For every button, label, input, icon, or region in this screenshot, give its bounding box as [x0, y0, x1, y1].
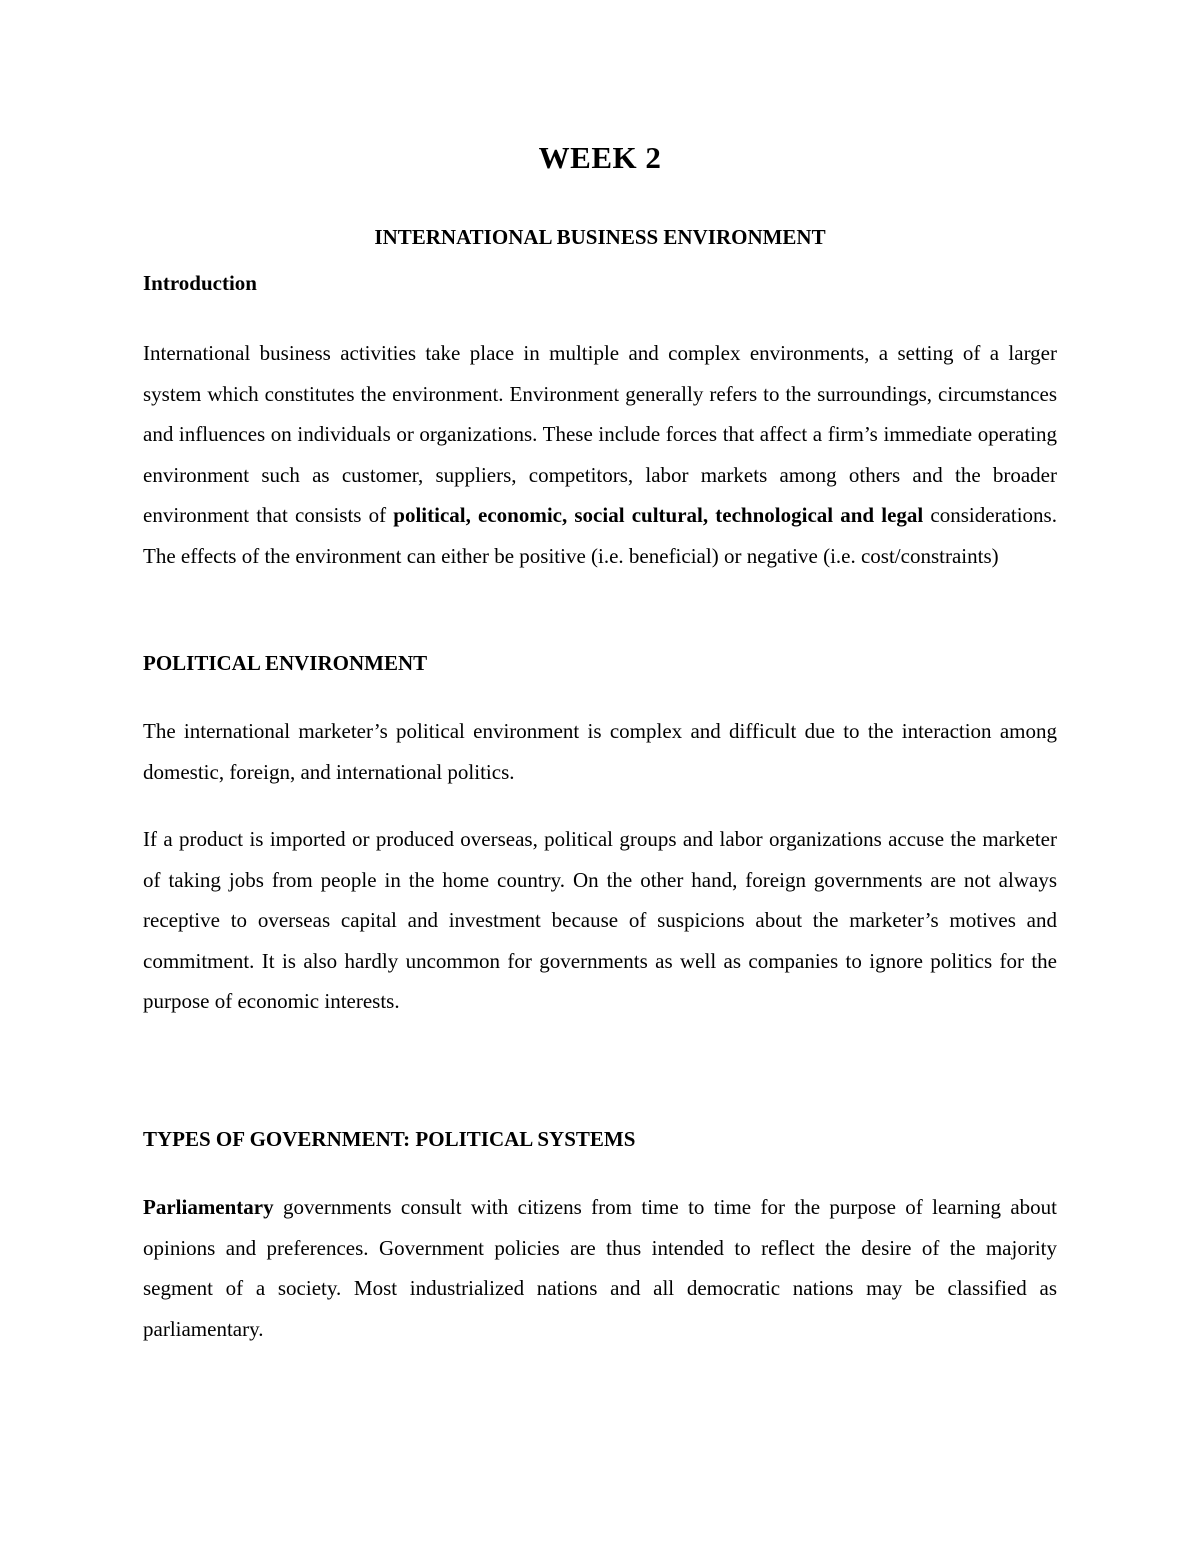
- introduction-paragraph: [143, 333, 1057, 576]
- introduction-heading: Introduction: [143, 271, 257, 295]
- week-title: WEEK 2: [538, 140, 662, 175]
- types-of-government-heading: TYPES OF GOVERNMENT: POLITICAL SYSTEMS: [143, 1127, 636, 1151]
- document-title: INTERNATIONAL BUSINESS ENVIRONMENT: [374, 225, 826, 249]
- introduction-text-part2: considerations. The effects of the environment can either be positive (i.e. beneficial) or negative (i.e. cost/constraints): [143, 503, 1057, 568]
- parliamentary-text: governments consult with citizens from time to time for the purpose of learning about opinions and preferences. Government policies are thus intended to reflect the desire of the majority segment of a society. Most industrialized nations and all democratic nations may be classified as parliamentary.: [143, 1195, 1057, 1341]
- political-environment-paragraph-1: The international marketer’s political environment is complex and difficult due to the interaction among domestic, foreign, and international politics.: [143, 719, 1057, 784]
- introduction-bold-factors: political, economic, social cultural, technological and legal: [393, 503, 924, 527]
- parliamentary-term: Parliamentary: [143, 1195, 274, 1219]
- political-environment-paragraph-2: If a product is imported or produced overseas, political groups and labor organizations accuse the marketer of taking jobs from people in the home country. On the other hand, foreign governments are not always receptive to overseas capital and investment because of suspicions about the marketer’s motives and commitment. It is also hardly uncommon for governments as well as companies to ignore politics for the purpose of economic interests.: [143, 827, 1057, 1013]
- introduction-text-part1: International business activities take place in multiple and complex environments, a setting of a larger system which constitutes the environment. Environment generally refers to the surroundings, circumstances and influences on individuals or organizations. These include forces that affect a firm’s immediate operating environment such as customer, suppliers, competitors, labor markets among others and the broader environment that consists of: [143, 341, 1057, 527]
- parliamentary-paragraph: [143, 1187, 1057, 1349]
- political-environment-heading: POLITICAL ENVIRONMENT: [143, 651, 428, 675]
